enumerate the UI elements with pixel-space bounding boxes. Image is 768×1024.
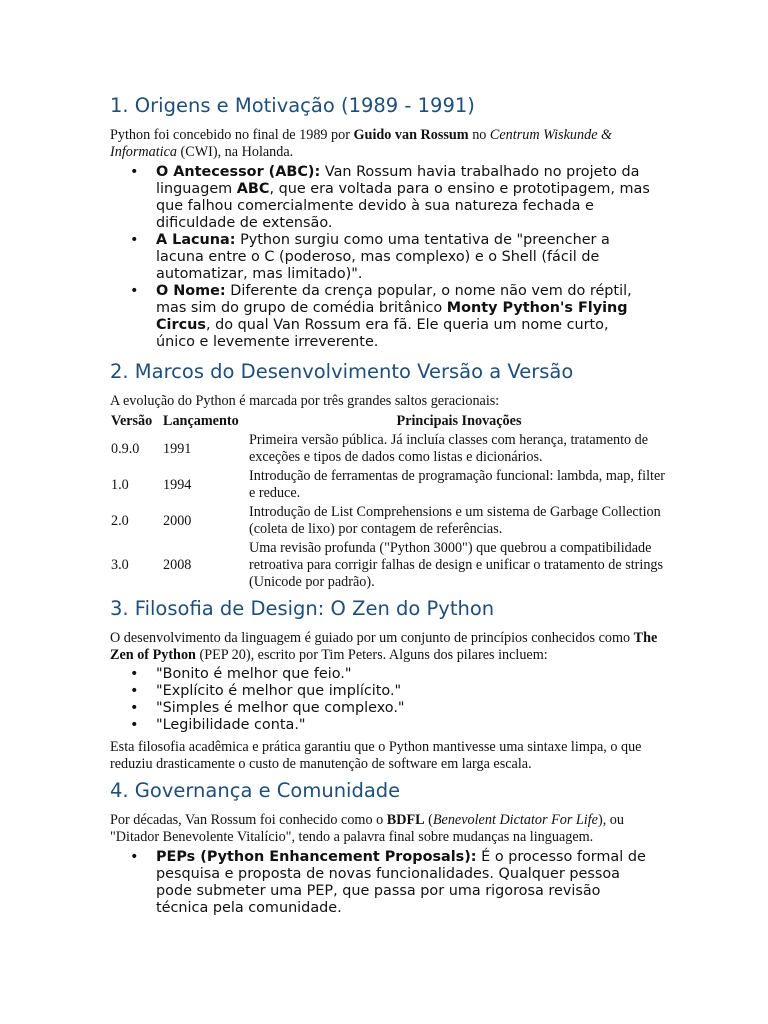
text-run: Python foi concebido no final de 1989 por: [110, 127, 354, 143]
text-run: Diferente da crença popular, o nome não vem do réptil, mas sim do grupo de comédia britânico: [156, 283, 632, 316]
section-1-title: 1. Origens e Motivação (1989 - 1991): [110, 94, 475, 117]
section-4-title: 4. Governança e Comunidade: [110, 779, 401, 802]
text-run: "Bonito é melhor que feio.": [156, 666, 352, 682]
cell-release: 2000: [163, 512, 192, 529]
cell-innovations: Introdução de List Comprehensions e um sistema de Garbage Collection (coleta de lixo) por contagem de referências.: [249, 504, 661, 537]
versions-table: [108, 413, 672, 592]
text-run: Por décadas, Van Rossum foi conhecido como o: [110, 812, 387, 828]
text-run: É o processo formal de pesquisa e proposta de novas funcionalidades. Qualquer pessoa pode submeter uma PEP, que passa por uma rigorosa revisão técnica pela comunidade.: [156, 849, 646, 916]
section-2-intro: [110, 393, 660, 410]
section-4-intro: [110, 812, 660, 846]
section-1-intro: [110, 127, 660, 161]
list-item: [110, 232, 650, 283]
text-run: no: [468, 127, 490, 143]
text-run: (: [424, 812, 433, 828]
list-item: [110, 666, 650, 683]
header-version: Versão: [111, 413, 153, 429]
table-row: [108, 467, 672, 503]
table-row: [108, 539, 672, 592]
text-run: "Simples é melhor que complexo.": [156, 700, 405, 716]
text-run: BDFL: [386, 812, 425, 828]
text-run: ABC: [236, 181, 270, 197]
cell-version: 1.0: [111, 476, 129, 493]
text-run: (PEP 20), escrito por Tim Peters. Alguns dos pilares incluem:: [195, 647, 548, 663]
cell-version: 2.0: [111, 512, 129, 529]
section-4-list: [110, 849, 650, 917]
list-item: [110, 849, 650, 917]
list-item: [110, 683, 650, 700]
text-run: The Zen of Python: [110, 630, 658, 663]
table-row: [108, 431, 672, 467]
cell-version: 3.0: [111, 557, 129, 573]
section-1-list: [110, 164, 650, 351]
text-run: (CWI), na Holanda.: [177, 144, 294, 160]
text-run: Esta filosofia acadêmica e prática garantiu que o Python mantivesse uma sintaxe limpa, o que reduziu drasticamente o custo de manutenção de software em larga escala.: [110, 739, 642, 772]
cell-release: 1994: [163, 476, 192, 493]
table-row: [108, 503, 672, 539]
section-2-title: 2. Marcos do Desenvolvimento Versão a Versão: [110, 360, 574, 383]
section-3-outro: [110, 739, 660, 773]
text-run: , do qual Van Rossum era fã. Ele queria um nome curto, único e levemente irreverente.: [156, 317, 609, 350]
text-run: Benevolent Dictator For Life: [432, 812, 598, 828]
text-run: Van Rossum havia trabalhado no projeto da linguagem: [156, 164, 640, 197]
text-run: PEPs (Python Enhancement Proposals):: [156, 849, 477, 865]
section-3-intro: [110, 630, 660, 664]
cell-version: 0.9.0: [111, 440, 140, 457]
text-run: Monty Python's Flying Circus: [156, 300, 628, 333]
text-run: O desenvolvimento da linguagem é guiado por um conjunto de princípios conhecidos como: [110, 630, 634, 646]
text-run: A evolução do Python é marcada por três grandes saltos geracionais:: [110, 393, 500, 409]
list-item: [110, 700, 650, 717]
cell-release: 2008: [163, 557, 192, 573]
cell-innovations: Primeira versão pública. Já incluía classes com herança, tratamento de exceções e tipos de dados como listas e dicionários.: [249, 432, 649, 465]
text-run: ), ou "Ditador Benevolente Vitalício", tendo a palavra final sobre mudanças na linguagem.: [110, 812, 624, 845]
text-run: O Antecessor (ABC):: [156, 164, 321, 180]
text-run: Centrum Wiskunde & Informatica: [110, 127, 613, 160]
list-item: [110, 164, 650, 232]
list-item: [110, 283, 650, 351]
cell-innovations: Introdução de ferramentas de programação funcional: lambda, map, filter e reduce.: [249, 468, 665, 501]
table-header-row: [108, 413, 672, 431]
cell-innovations: Uma revisão profunda ("Python 3000") que quebrou a compatibilidade retroativa para corrigir falhas de design e unificar o tratamento de strings (Unicode por padrão).: [249, 540, 664, 590]
section-3-title: 3. Filosofia de Design: O Zen do Python: [110, 597, 495, 620]
text-run: Guido van Rossum: [353, 127, 469, 143]
cell-release: 1991: [163, 440, 192, 457]
text-run: , que era voltada para o ensino e prototipagem, mas que falhou comercialmente devido à sua natureza fechada e dificuldade de extensão.: [156, 181, 650, 231]
text-run: "Explícito é melhor que implícito.": [156, 683, 402, 699]
text-run: A Lacuna:: [156, 232, 236, 248]
list-item: [110, 717, 650, 734]
section-3-list: [110, 666, 650, 734]
header-release: Lançamento: [163, 413, 239, 429]
header-innovations: Principais Inovações: [396, 413, 522, 429]
text-run: Python surgiu como uma tentativa de "preencher a lacuna entre o C (poderoso, mas complexo) e o Shell (fácil de automatizar, mas limitado)".: [156, 232, 610, 282]
text-run: "Legibilidade conta.": [156, 717, 306, 733]
text-run: O Nome:: [156, 283, 226, 299]
